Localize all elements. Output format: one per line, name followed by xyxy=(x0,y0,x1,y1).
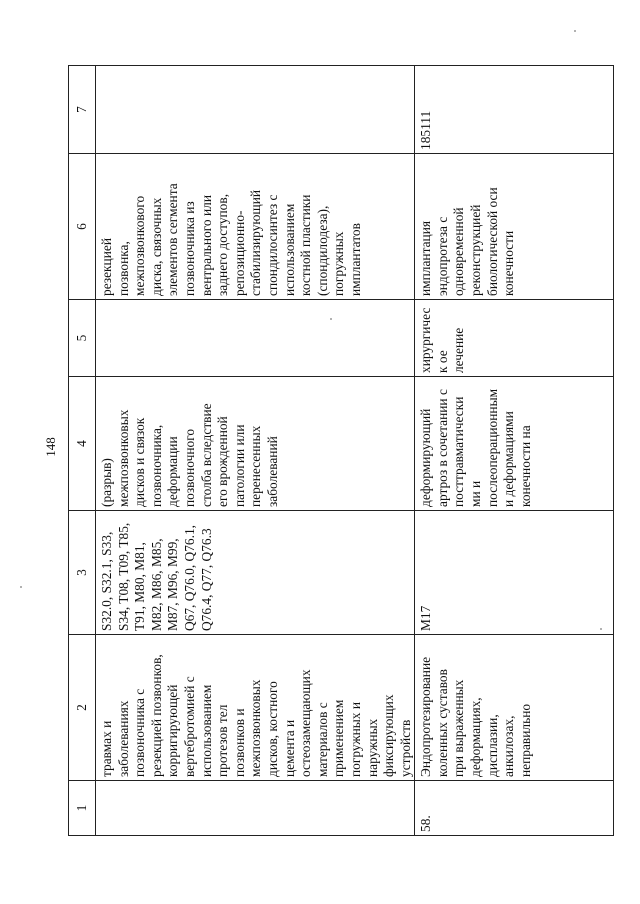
header-cell: 6 xyxy=(69,154,96,300)
header-cell: 2 xyxy=(69,635,96,781)
method-name-cell: травмах и заболеваниях позвоночника с резекцией позвонков, корригирующей вертебротомией с использованием протезов тел позвонков и межпозвонковых дисков, костного цемента и остеозамещающих материалов с применением погружных и наружных фиксирующих устройств xyxy=(96,635,415,781)
table-row xyxy=(415,66,614,836)
page-number: 148 xyxy=(43,437,58,457)
header-cell: 5 xyxy=(69,300,96,377)
row-number-cell xyxy=(96,781,415,836)
cost-cell: 185111 xyxy=(415,66,614,154)
method-name-cell: Эндопротезирование коленных суставов при выраженных деформациях, дисплазии, анкилозах, неправильно xyxy=(415,635,614,781)
icd-codes-cell: S32.0, S32.1, S33, S34, T08, T09, T85, T91, M80, M81, M82, M86, M85, M87, M96, M99, Q67, Q76.0, Q76.1, Q76.4, Q77, Q76.3 xyxy=(96,511,415,635)
scan-speck xyxy=(20,586,22,588)
icd-codes-cell: M17 xyxy=(415,511,614,635)
header-cell: 1 xyxy=(69,781,96,836)
procedures-table xyxy=(68,65,614,836)
rotated-page xyxy=(68,66,614,836)
header-cell: 3 xyxy=(69,511,96,635)
row-number-cell: 58. xyxy=(415,781,614,836)
patient-model-cell: (разрыв) межпозвонковых дисков и связок позвоночника, деформации позвоночного столба вследствие его врожденной патологии или перенесенных заболеваний xyxy=(96,377,415,511)
header-cell: 4 xyxy=(69,377,96,511)
treatment-method-cell: резекцией позвонка, межпозвонкового диска, связочных элементов сегмента позвоночника из вентрального или заднего доступов, репозиционно- стабилизирующий спондилосинтез с использованием костной пластики (спондилодеза), погружных имплантатов xyxy=(96,154,415,300)
scan-speck xyxy=(330,318,332,320)
patient-model-cell: деформирующий артроз в сочетании с посттравматически ми и послеоперационным и деформациями конечности на xyxy=(415,377,614,511)
table-header-row xyxy=(69,66,96,836)
treatment-type-cell xyxy=(96,300,415,377)
header-cell: 7 xyxy=(69,66,96,154)
treatment-type-cell: хирургическ ое лечение xyxy=(415,300,614,377)
scan-speck xyxy=(574,30,576,32)
cost-cell xyxy=(96,66,415,154)
scan-speck xyxy=(600,628,602,630)
table-row xyxy=(96,66,415,836)
treatment-method-cell: имплантация эндопротеза с одновременной реконструкцией биологической оси конечности xyxy=(415,154,614,300)
